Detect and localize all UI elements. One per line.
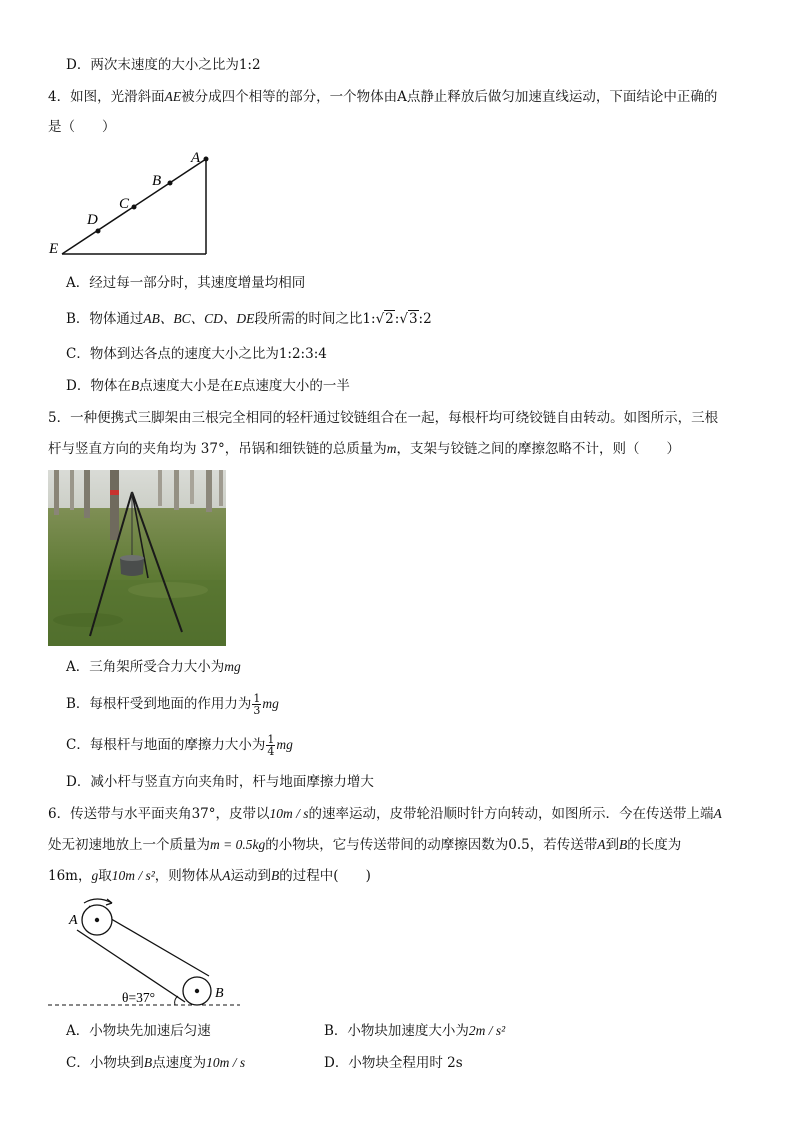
q5-stem-line2: 杆与竖直方向的夹角均为 37°，吊锅和细铁链的总质量为m，支架与铰链之间的摩擦忽略不计，则（ ）: [48, 441, 680, 457]
q4-option-d: D．物体在B点速度大小是在E点速度大小的一半: [66, 378, 350, 394]
q6-stem-line3: 16m，g取10m / s²，则物体从A运动到B的过程中( ): [48, 868, 371, 884]
q5-tripod-photo: [48, 470, 226, 646]
label-e: E: [49, 241, 59, 257]
q5-option-c: C．每根杆与地面的摩擦力大小为 $\frac{1}{4}$ mg: [66, 733, 293, 758]
label-d: D: [87, 212, 98, 228]
q5-option-a: A．三角架所受合力大小为mg: [66, 659, 241, 675]
q6-option-d: D．小物块全程用时 2s: [324, 1055, 463, 1071]
q6-conveyor-figure: [44, 895, 244, 1013]
q6-stem-line2: 处无初速地放上一个质量为m = 0.5kg的小物块，它与传送带间的动摩擦因数为0.5，若传送带A到B的长度为: [48, 837, 682, 853]
label-b: B: [152, 173, 162, 189]
label-a: A: [191, 150, 201, 166]
label-c: C: [119, 196, 130, 212]
q6-option-c: C．小物块到B点速度为10m / s: [66, 1055, 246, 1071]
prev-option-d: D．两次末速度的大小之比为1:2: [66, 57, 261, 73]
conveyor-label-b: B: [215, 986, 224, 1001]
q4-stem-line2: 是（ ）: [48, 119, 116, 135]
q4-stem-line1: 4．如图，光滑斜面AE被分成四个相等的部分，一个物体由A点静止释放后做匀加速直线运动，下面结论中正确的: [48, 89, 718, 105]
fraction-one-third: $\frac{1}{3}$: [253, 692, 261, 717]
q5-option-b: B．每根杆受到地面的作用力为 $\frac{1}{3}$ mg: [66, 692, 279, 717]
angle-label: θ=37°: [122, 990, 155, 1005]
q5-option-d: D．减小杆与竖直方向夹角时，杆与地面摩擦力增大: [66, 774, 374, 790]
q5-stem-line1: 5．一种便携式三脚架由三根完全相同的轻杆通过铰链组合在一起，每根杆均可绕铰链自由转动。如图所示，三根: [48, 410, 719, 426]
q4-option-c: C．物体到达各点的速度大小之比为1:2:3:4: [66, 346, 327, 362]
conveyor-label-a: A: [69, 913, 78, 928]
fraction-one-quarter: $\frac{1}{4}$: [267, 733, 275, 758]
q4-option-a: A．经过每一部分时，其速度增量均相同: [66, 275, 306, 291]
q4-option-b: B．物体通过AB、BC、CD、DE段所需的时间之比1:√2:√3:2: [66, 311, 432, 327]
q6-stem-line1: 6．传送带与水平面夹角37°，皮带以10m / s的速率运动，皮带轮沿顺时针方向转动，如图所示．今在传送带上端A: [48, 806, 722, 822]
q6-option-b: B．小物块加速度大小为2m / s²: [324, 1023, 506, 1039]
q6-option-a: A．小物块先加速后匀速: [66, 1023, 211, 1039]
q4-incline-figure: [44, 148, 214, 260]
